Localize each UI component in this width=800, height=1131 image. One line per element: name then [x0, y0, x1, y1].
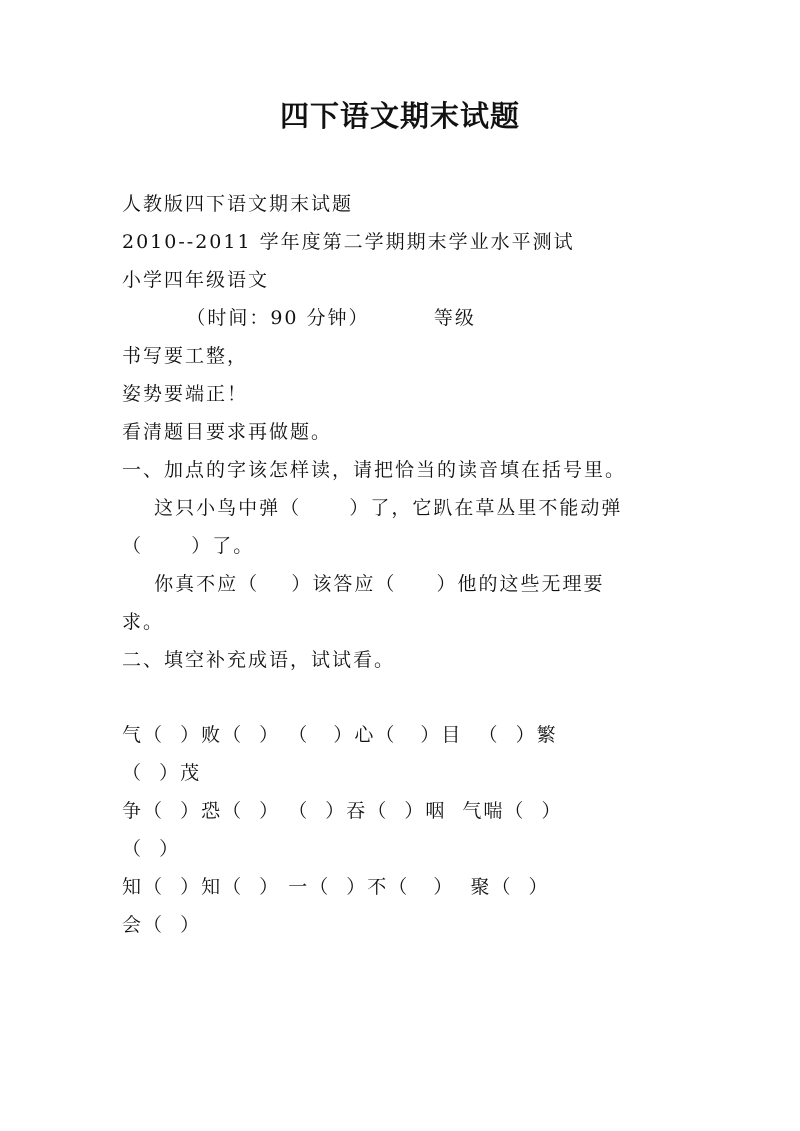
question-line: 你真不应（ ）该答应（ ）他的这些无理要: [122, 573, 605, 595]
instruction-line: 姿势要端正！: [122, 383, 249, 405]
question-line: （ ）了。: [122, 535, 255, 557]
idiom-row: 知（ ）知（ ） 一（ ）不（ ） 聚（ ）: [122, 876, 550, 898]
instruction-line: 看清题目要求再做题。: [122, 421, 333, 443]
question-heading: 一、加点的字该怎样读，请把恰当的读音填在括号里。: [122, 459, 627, 481]
page-title: 四下语文期末试题: [279, 99, 520, 133]
idiom-row: 气（ ）败（ ） （ ）心（ ）目 （ ）繁: [122, 724, 558, 746]
idiom-row: 会（ ）: [122, 914, 202, 936]
question-line: 这只小鸟中弹（ ）了，它趴在草丛里不能动弹: [122, 497, 623, 519]
subtitle-line: 人教版四下语文期末试题: [122, 193, 354, 215]
idiom-row: 争（ ）恐（ ） （ ）吞（ ）咽 气喘（ ）: [122, 800, 563, 822]
question-heading: 二、填空补充成语，试试看。: [122, 649, 396, 671]
instruction-line: 书写要工整，: [122, 345, 249, 367]
question-line: 求。: [122, 611, 165, 633]
idiom-row: （ ）茂: [122, 762, 202, 784]
time-grade-line: （时间：90 分钟） 等级: [122, 307, 476, 329]
school-year-line: 2010--2011 学年度第二学期期末学业水平测试: [122, 231, 575, 253]
grade-subject-line: 小学四年级语文: [122, 269, 270, 291]
idiom-row: （ ）: [122, 838, 181, 860]
